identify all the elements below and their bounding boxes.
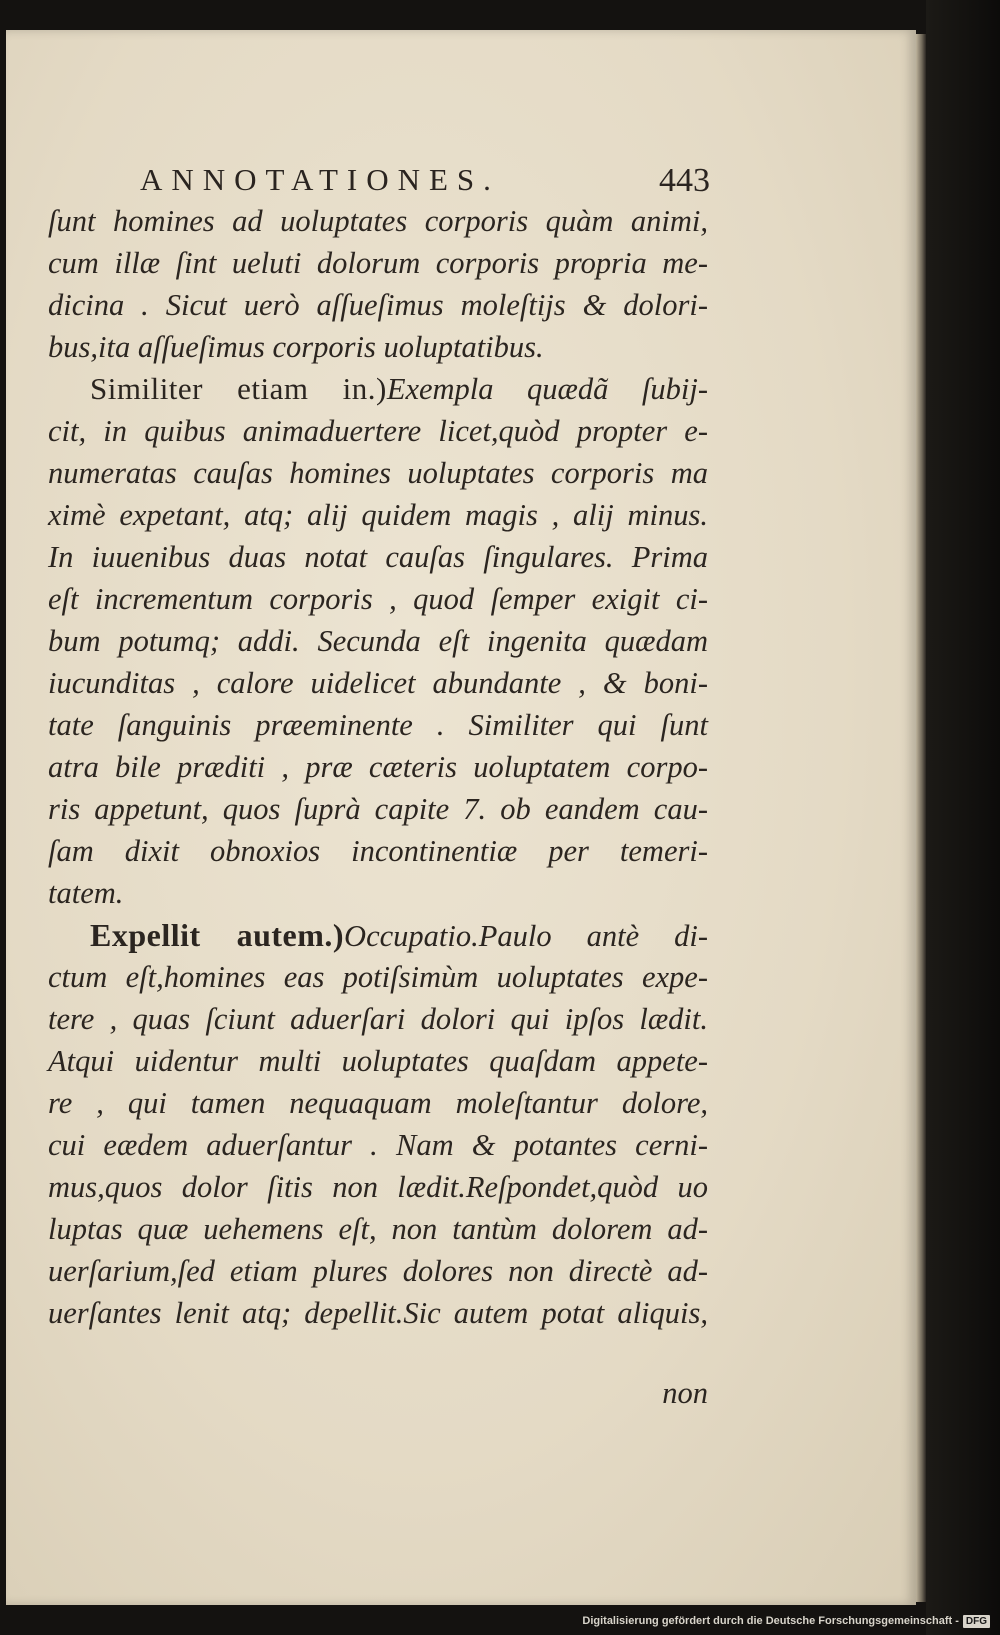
text-line (48, 326, 708, 368)
text-line (48, 1040, 708, 1082)
text-segment: luptas quæ uehemens eſt, non tantùm dolorem ad- (48, 1212, 708, 1246)
text-segment: bus,ita aſſueſimus corporis uoluptatibus. (48, 330, 544, 364)
text-line (48, 662, 708, 704)
text-line (48, 956, 708, 998)
text-segment: ris appetunt, quos ſuprà capite 7. ob eandem cau- (48, 792, 708, 826)
text-line (48, 914, 708, 956)
text-segment: ctum eſt,homines eas potiſsimùm uoluptates expe- (48, 960, 708, 994)
text-line (48, 368, 708, 410)
text-line (48, 620, 708, 662)
dfg-logo-icon: DFG (963, 1615, 990, 1628)
text-segment: ximè expetant, atq; alij quidem magis , alij minus. (48, 498, 708, 532)
catchword: non (662, 1376, 708, 1410)
text-line (48, 1166, 708, 1208)
text-body (48, 200, 708, 1334)
text-segment: iucunditas , calore uidelicet abundante , & boni- (48, 666, 708, 700)
text-line (48, 494, 708, 536)
page-edge (916, 34, 926, 1602)
text-segment: cit, in quibus animaduertere licet,quòd propter e- (48, 414, 708, 448)
text-segment: eſt incrementum corporis , quod ſemper exigit ci- (48, 582, 708, 616)
book-spine (926, 0, 1000, 1635)
text-line (48, 242, 708, 284)
text-line (48, 1124, 708, 1166)
text-segment: Atqui uidentur multi uoluptates quaſdam appete- (48, 1044, 708, 1078)
text-segment: bum potumq; addi. Secunda eſt ingenita quædam (48, 624, 708, 658)
running-title: ANNOTATIONES. (140, 162, 500, 197)
text-line (48, 200, 708, 242)
text-line (48, 1208, 708, 1250)
text-segment: mus,quos dolor ſitis non lædit.Reſpondet,quòd uo (48, 1170, 708, 1204)
text-line (48, 1250, 708, 1292)
text-line (48, 452, 708, 494)
text-line (48, 536, 708, 578)
text-segment: uerſantes lenit atq; depellit.Sic autem potat aliquis, (48, 1296, 708, 1330)
text-line (48, 1082, 708, 1124)
text-segment: tatem. (48, 876, 124, 910)
text-segment: dicina . Sicut uerò aſſueſimus moleſtijs & dolori- (48, 288, 708, 322)
text-segment: tate ſanguinis præeminente . Similiter qui ſunt (48, 708, 708, 742)
text-segment: numeratas cauſas homines uoluptates corporis ma (48, 456, 708, 490)
text-line (48, 1292, 708, 1334)
credit-text: Digitalisierung gefördert durch die Deutsche Forschungsgemeinschaft - (582, 1615, 959, 1627)
text-segment: Occupatio.Paulo antè di- (344, 919, 709, 953)
text-segment: Exempla quædã ſubij- (386, 372, 708, 406)
text-line (48, 578, 708, 620)
text-line (48, 704, 708, 746)
digitization-credit (582, 1611, 990, 1631)
text-segment: atra bile præditi , præ cæteris uoluptatem corpo- (48, 750, 708, 784)
text-segment: tere , quas ſciunt aduerſari dolori qui ipſos lædit. (48, 1002, 708, 1036)
lemma-heading: Similiter etiam in.) (90, 371, 387, 406)
text-segment: ſam dixit obnoxios incontinentiæ per temeri- (48, 834, 708, 868)
folio-number: 443 (659, 162, 710, 199)
text-line (48, 872, 708, 914)
text-line (48, 830, 708, 872)
text-segment: In iuuenibus duas notat cauſas ſingulares. Prima (48, 540, 708, 574)
text-segment: re , qui tamen nequaquam moleſtantur dolore, (48, 1086, 708, 1120)
text-line (48, 788, 708, 830)
text-segment: cum illæ ſint ueluti dolorum corporis propria me- (48, 246, 708, 280)
text-line (48, 284, 708, 326)
lemma-heading: Expellit autem.) (90, 917, 345, 953)
text-segment: uerſarium,ſed etiam plures dolores non directè ad- (48, 1254, 708, 1288)
text-segment: cui eædem aduerſantur . Nam & potantes cerni- (48, 1128, 708, 1162)
text-line (48, 998, 708, 1040)
text-segment: ſunt homines ad uoluptates corporis quàm animi, (48, 204, 708, 238)
text-line (48, 746, 708, 788)
text-line (48, 410, 708, 452)
